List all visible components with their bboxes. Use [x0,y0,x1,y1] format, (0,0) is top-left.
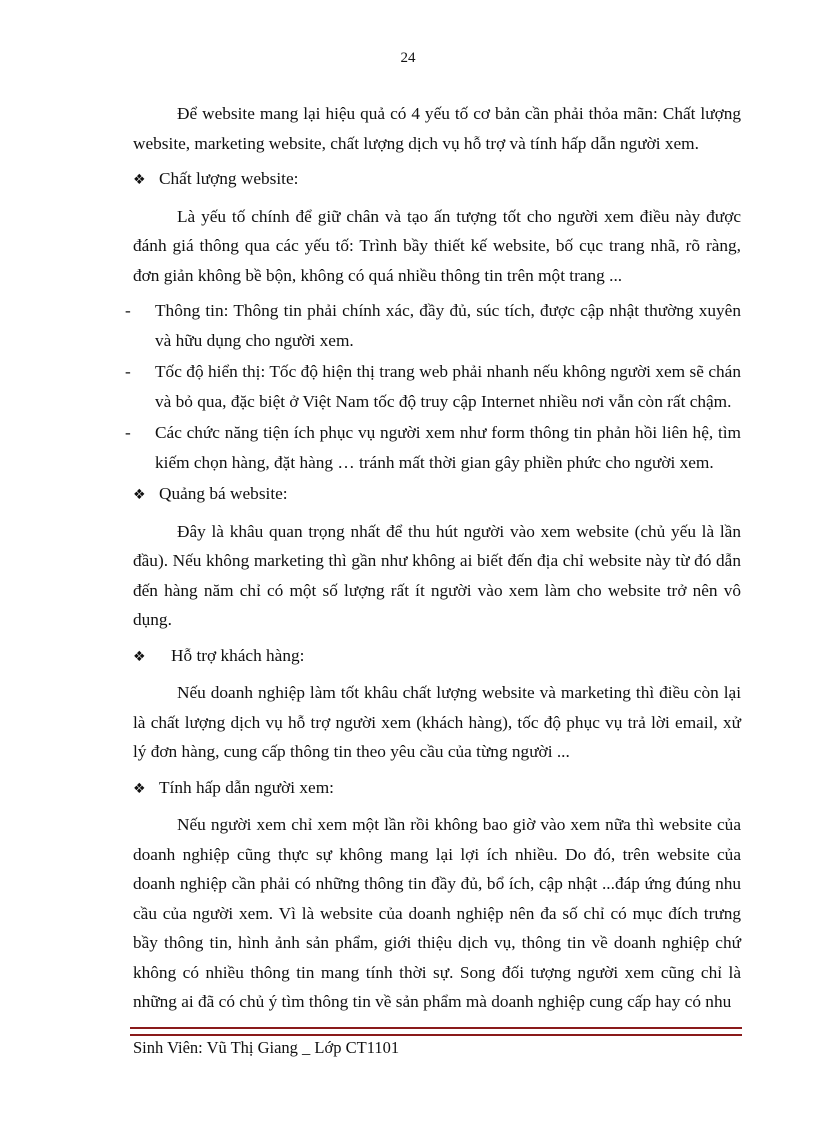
section-heading-label: Quảng bá website: [159,484,288,503]
section-heading-support [133,641,741,673]
section-paragraph-promotion: Đây là khâu quan trọng nhất để thu hút người vào xem website (chủ yếu là lần đầu). Nếu không marketing thì gần như không ai biết đến địa chỉ website này từ đó dẫn đến hàng năm chỉ có một số lượng rất ít người vào xem làm cho website trở nên vô dụng. [133,521,741,629]
intro-paragraph: Để website mang lại hiệu quả có 4 yếu tố cơ bản cần phải thỏa mãn: Chất lượng website, marketing website, chất lượng dịch vụ hỗ trợ và tính hấp dẫn người xem. [133,104,741,153]
section-heading-promotion [133,479,741,511]
diamond-bullet-icon: ❖ [133,780,146,797]
section-paragraph-support: Nếu doanh nghiệp làm tốt khâu chất lượng website và marketing thì điều còn lại là chất lượng dịch vụ hỗ trợ người xem (khách hàng), tốc độ phục vụ trả lời email, xử lý đơn hàng, cung cấp thông tin theo yêu cầu của từng người ... [133,683,741,761]
diamond-bullet-icon: ❖ [133,487,146,503]
dash-bullet: - [125,423,131,442]
footer-author: Sinh Viên: Vũ Thị Giang _ Lớp CT1101 [133,1038,400,1057]
list-item-text: Thông tin: Thông tin phải chính xác, đầy đủ, súc tích, được cập nhật thường xuyên và hữu dụng cho người xem. [155,301,741,350]
document-body [125,99,741,1023]
dash-bullet: - [125,301,131,320]
section-heading-attractiveness [133,773,741,805]
section-heading-quality [133,164,741,196]
section-paragraph-attractiveness: Nếu người xem chỉ xem một lần rồi không bao giờ vào xem nữa thì website của doanh nghiệp cũng thực sự không mang lại lợi ích nhiều. Do đó, trên website của doanh nghiệp cần phải có những thông tin đầy đủ, bổ ích, cập nhật ...đáp ứng đúng nhu cầu của người xem. Vì là website của doanh nghiệp nên đa số chỉ có mục đích trưng bầy thông tin, hình ảnh sản phẩm, giới thiệu dịch vụ, thông tin về doanh nghiệp chứ không có nhiều thông tin mang tính thời sự. Song đối tượng người xem cũng chỉ là những ai đã có chủ ý tìm thông tin về sản phẩm mà doanh nghiệp cung cấp hay có nhu [133,815,741,1011]
section-heading-label: Chất lượng website: [159,169,299,188]
section-heading-label: Tính hấp dẫn người xem: [159,777,334,797]
section-paragraph-quality: Là yếu tố chính để giữ chân và tạo ấn tượng tốt cho người xem điều này được đánh giá thông qua các yếu tố: Trình bầy thiết kế website, bố cục trang nhã, rõ ràng, đơn giản không bề bộn, không có quá nhiều thông tin trên một trang ... [133,206,741,285]
list-item [125,418,741,477]
list-item-text: Tốc độ hiển thị: Tốc độ hiện thị trang web phải nhanh nếu không người xem sẽ chán và bỏ qua, đặc biệt ở Việt Nam tốc độ truy cập Internet nhiều nơi vẫn còn rất chậm. [155,362,741,411]
list-item [125,296,741,355]
dash-bullet: - [125,362,131,381]
diamond-bullet-icon: ❖ [133,648,146,665]
section-heading-label: Hỗ trợ khách hàng: [171,645,305,665]
footer-divider [130,1027,742,1036]
list-item-text: Các chức năng tiện ích phục vụ người xem như form thông tin phản hồi liên hệ, tìm kiếm chọn hàng, đặt hàng … tránh mất thời gian gây phiền phức cho người xem. [155,423,741,472]
page-number: 24 [400,50,416,66]
list-item [125,357,741,416]
diamond-bullet-icon: ❖ [133,172,146,188]
